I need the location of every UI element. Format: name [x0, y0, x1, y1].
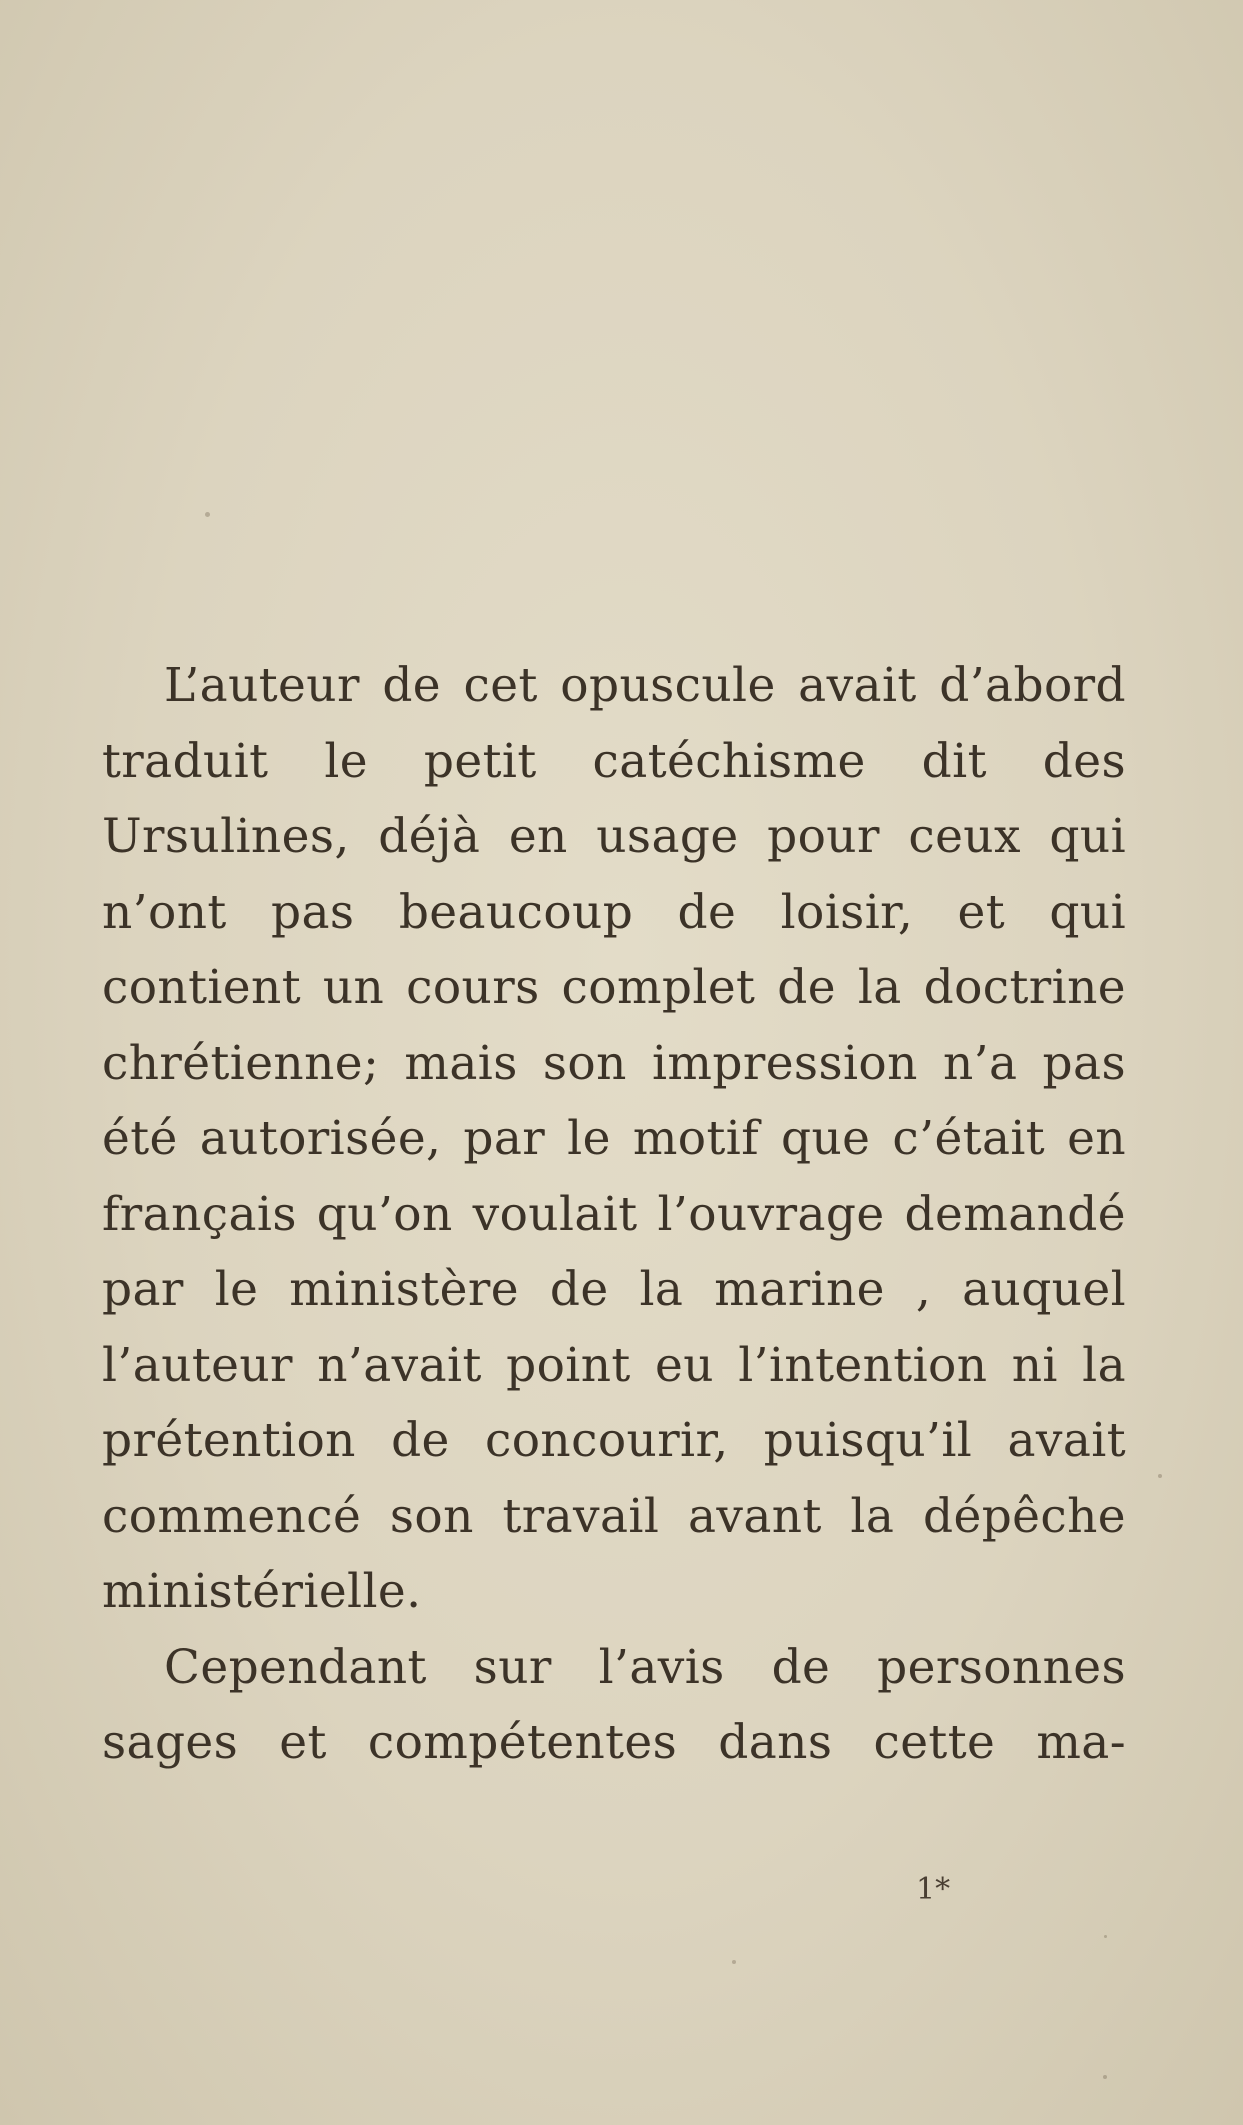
paper-speck: [1104, 1935, 1107, 1938]
body-text: [102, 648, 1126, 1781]
paper-speck: [205, 512, 210, 517]
paragraph-1: L’auteur de cet opuscule avait d’abord traduit le petit catéchisme dit des Ursulines, déjà en usage pour ceux qui n’ont pas beaucoup de loisir, et qui contient un cours complet de la doctrine chrétienne; mais son impression n’a pas été autorisée, par le motif que c’était en français qu’on voulait l’ouvrage demandé par le ministère de la marine , auquel l’auteur n’avait point eu l’intention ni la prétention de concourir, puisqu’il avait commencé son travail avant la dépêche ministérielle.: [102, 658, 1126, 1619]
paper-speck: [1103, 2075, 1107, 2079]
page-number: 1*: [916, 1872, 951, 1907]
paper-speck: [1158, 1474, 1162, 1478]
paragraph-2: Cependant sur l’avis de personnes sages et compétentes dans cette ma-: [102, 1639, 1126, 1770]
paper-speck: [732, 1960, 736, 1964]
